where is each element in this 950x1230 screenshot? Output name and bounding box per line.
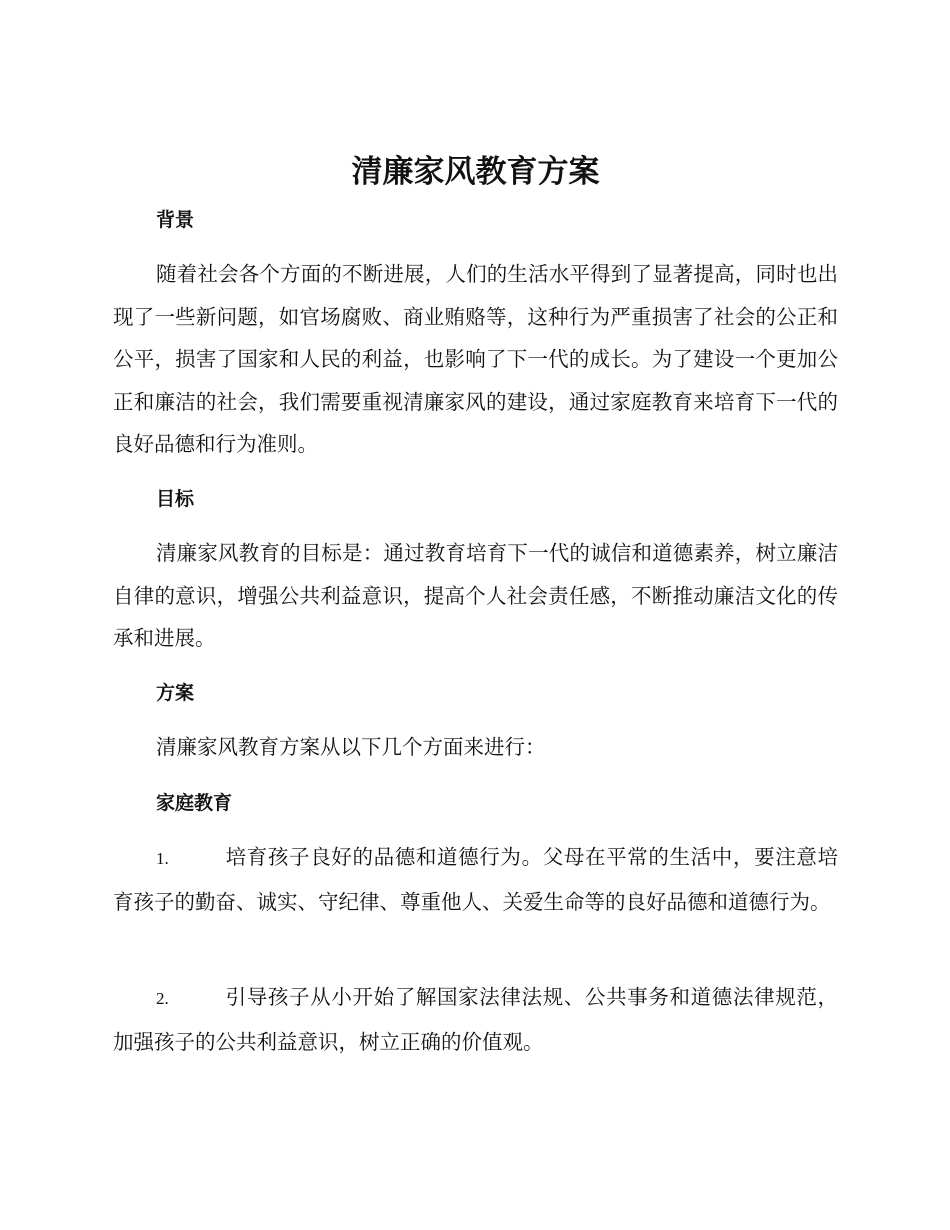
list-item-number: 1.	[156, 849, 169, 868]
list-item-text: 培育孩子良好的品德和道德行为。父母在平常的生活中，要注意培育孩子的勤奋、诚实、守纪律、尊重他人、关爱生命等的良好品德和道德行为。	[113, 845, 838, 914]
section-heading-plan: 方案	[156, 682, 195, 704]
list-item-number: 2.	[156, 989, 169, 1008]
section-text-background: 随着社会各个方面的不断进展，人们的生活水平得到了显著提高，同时也出现了一些新问题，如官场腐败、商业贿赂等，这种行为严重损害了社会的公正和公平，损害了国家和人民的利益，也影响了下一代的成长。为了建设一个更加公正和廉洁的社会，我们需要重视清廉家风的建设，通过家庭教育来培育下一代的良好品德和行为准则。	[113, 262, 838, 456]
list-item	[113, 836, 838, 923]
section-text-plan: 清廉家风教育方案从以下几个方面来进行：	[156, 735, 546, 759]
list-item-text: 引导孩子从小开始了解国家法律法规、公共事务和道德法律规范，加强孩子的公共利益意识，树立正确的价值观。	[113, 985, 838, 1054]
section-text-goal: 清廉家风教育的目标是：通过教育培育下一代的诚信和道德素养，树立廉洁自律的意识，增强公共利益意识，提高个人社会责任感，不断推动廉洁文化的传承和进展。	[113, 541, 838, 650]
page-title: 清廉家风教育方案	[351, 154, 600, 190]
section-heading-family: 家庭教育	[156, 792, 233, 814]
section-heading-background: 背景	[156, 209, 195, 231]
list-item	[113, 976, 838, 1063]
section-heading-goal: 目标	[156, 488, 195, 510]
